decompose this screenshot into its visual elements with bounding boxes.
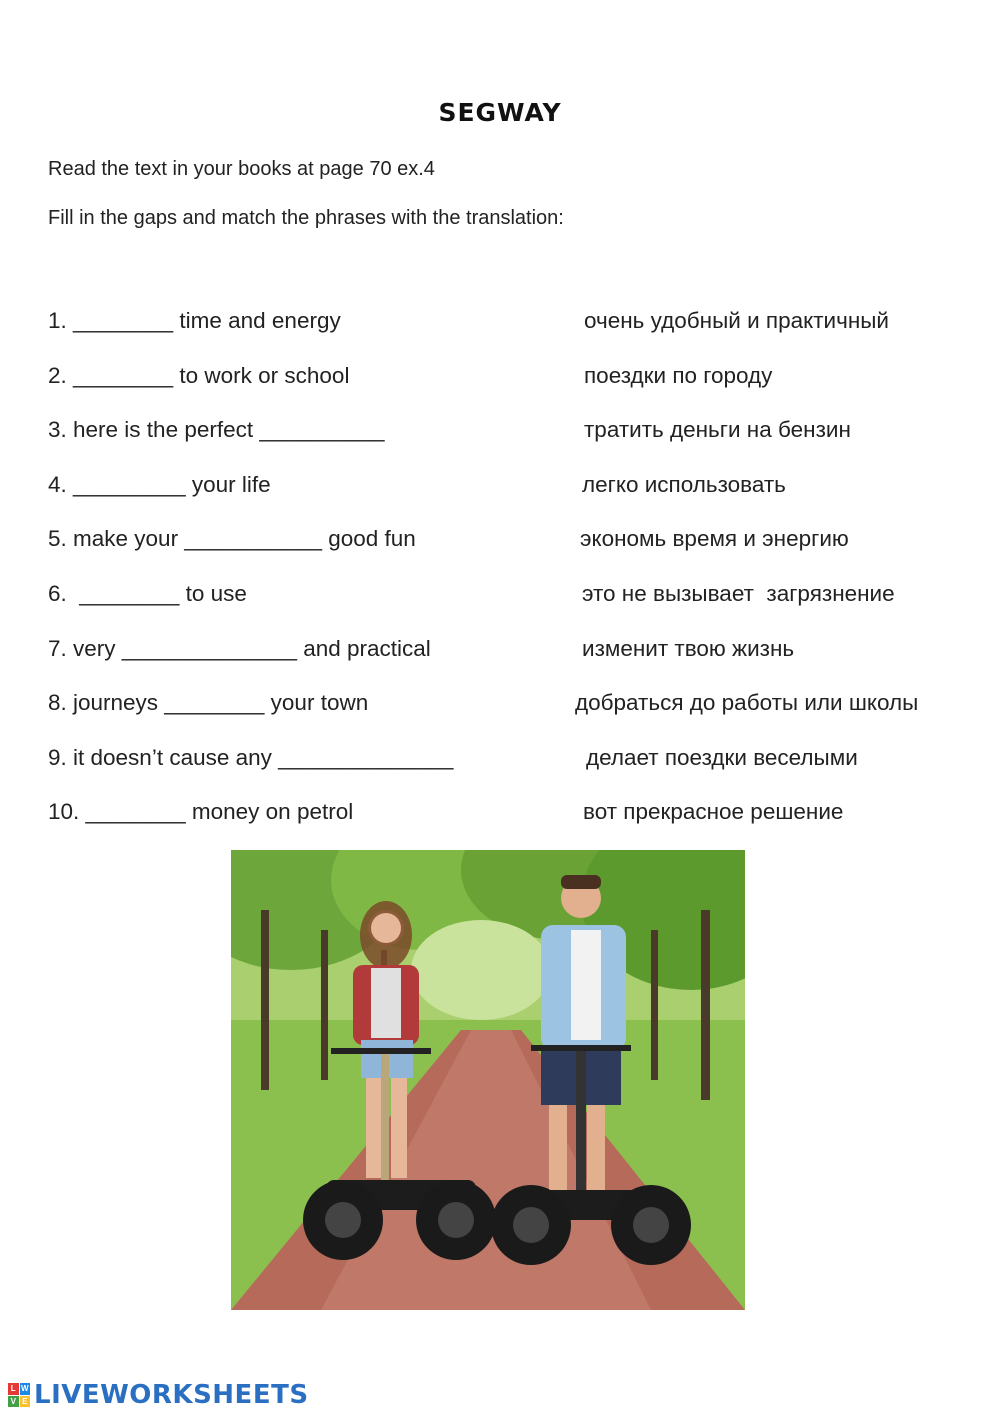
liveworksheets-logo bbox=[8, 1380, 309, 1410]
phrase-en: 8. journeys ________ your town bbox=[48, 690, 369, 715]
list-item bbox=[0, 636, 1000, 670]
phrase-en: 9. it doesn’t cause any ______________ bbox=[48, 745, 454, 770]
logo-letter: V bbox=[8, 1396, 19, 1408]
list-item bbox=[0, 799, 1000, 833]
list-item bbox=[0, 417, 1000, 451]
list-item bbox=[0, 363, 1000, 397]
phrase-ru: поездки по городу bbox=[584, 363, 773, 388]
phrase-ru: делает поездки веселыми bbox=[586, 745, 858, 770]
logo-icon bbox=[8, 1383, 30, 1407]
phrase-ru: это не вызывает загрязнение bbox=[582, 581, 895, 606]
phrase-ru: легко использовать bbox=[582, 472, 786, 497]
segway-riders-photo bbox=[231, 850, 745, 1310]
phrase-ru: экономь время и энергию bbox=[580, 526, 849, 551]
phrase-en: 1. ________ time and energy bbox=[48, 308, 341, 333]
phrase-en: 2. ________ to work or school bbox=[48, 363, 350, 388]
phrase-ru: очень удобный и практичный bbox=[584, 308, 889, 333]
list-item bbox=[0, 308, 1000, 342]
phrase-en: 3. here is the perfect __________ bbox=[48, 417, 385, 442]
list-item bbox=[0, 472, 1000, 506]
instruction-read: Read the text in your books at page 70 ex.4 bbox=[48, 158, 435, 180]
worksheet-title: SEGWAY bbox=[438, 98, 562, 127]
list-item bbox=[0, 581, 1000, 615]
phrase-en: 7. very ______________ and practical bbox=[48, 636, 431, 661]
logo-text: LIVEWORKSHEETS bbox=[34, 1380, 309, 1410]
list-item bbox=[0, 526, 1000, 560]
list-item bbox=[0, 690, 1000, 724]
segway-illustration bbox=[231, 850, 745, 1310]
instruction-fill: Fill in the gaps and match the phrases with the translation: bbox=[48, 207, 564, 229]
phrase-en: 5. make your ___________ good fun bbox=[48, 526, 416, 551]
logo-letter: L bbox=[8, 1383, 19, 1395]
phrase-en: 4. _________ your life bbox=[48, 472, 271, 497]
logo-letter: W bbox=[20, 1384, 29, 1393]
phrase-ru: изменит твою жизнь bbox=[582, 636, 795, 661]
phrase-ru: вот прекрасное решение bbox=[583, 799, 844, 824]
logo-letter: E bbox=[20, 1396, 31, 1408]
list-item bbox=[0, 745, 1000, 779]
phrase-en: 10. ________ money on petrol bbox=[48, 799, 354, 824]
phrase-ru: тратить деньги на бензин bbox=[584, 417, 851, 442]
phrase-en: 6. ________ to use bbox=[48, 581, 247, 606]
phrase-ru: добраться до работы или школы bbox=[575, 690, 919, 715]
